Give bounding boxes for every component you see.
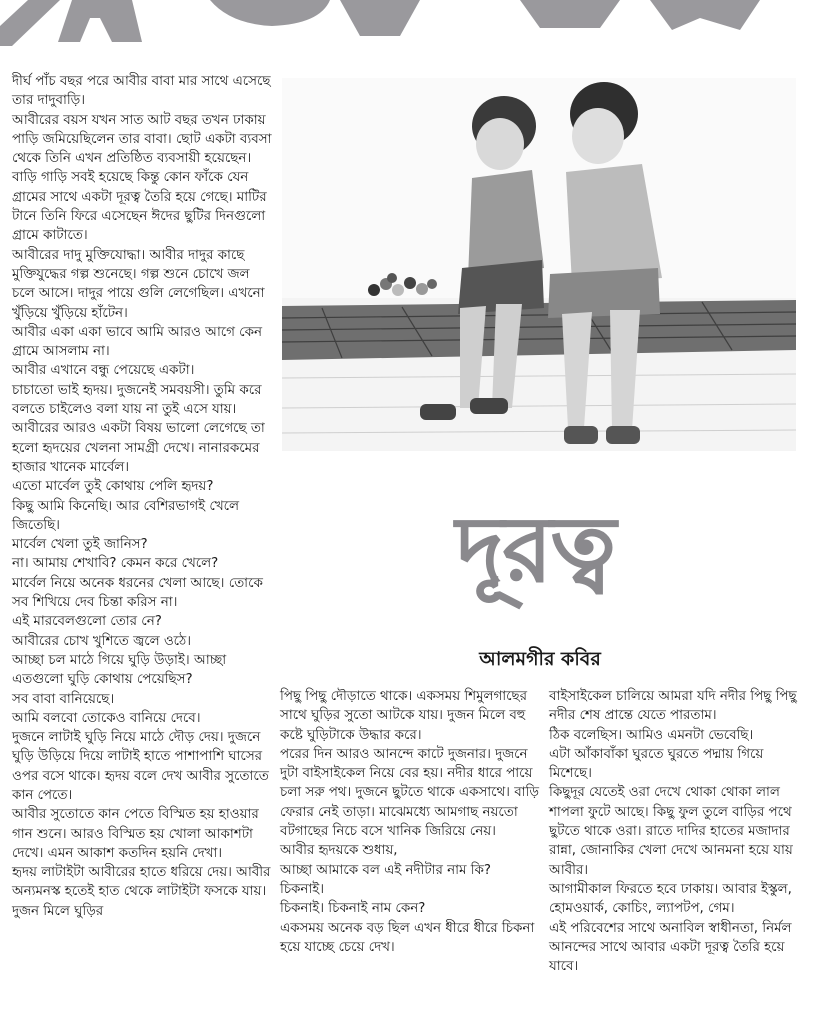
paragraph: সব বাবা বানিয়েছে। xyxy=(12,691,115,707)
author-name: আলমগীর কবির xyxy=(479,648,601,670)
masthead-fragment xyxy=(0,0,813,50)
paragraph: আচ্ছা আমাকে বল এই নদীটার নাম কি? xyxy=(280,862,492,878)
story-column-right xyxy=(549,687,807,976)
paragraph: আবীর হৃদয়কে শুধায়, xyxy=(280,843,398,859)
paragraph: চিকনাই। চিকনাই নাম কেন? xyxy=(280,901,426,917)
masthead-shape xyxy=(520,0,620,28)
paragraph: দীর্ঘ পাঁচ বছর পরে আবীর বাবা মার সাথে এসেছে তার দাদুবাড়ি। xyxy=(12,74,271,109)
masthead-shape xyxy=(650,0,760,30)
paragraph: এতো মার্বেল তুই কোথায় পেলি হৃদয়? xyxy=(12,479,214,495)
paragraph: এই মারবেলগুলো তোর নে? xyxy=(12,614,162,630)
paragraph: আগামীকাল ফিরতে হবে ঢাকায়। আবার ইস্কুল, হোমওয়ার্ক, কোচিং, ল্যাপটপ, গেম। xyxy=(549,881,792,917)
paragraph: আমি বলবো তোকেও বানিয়ে দেবে। xyxy=(12,710,201,726)
paragraph: মার্বেল নিয়ে অনেক ধরনের খেলা আছে। তোকে সব শিখিয়ে দেব চিন্তা করিস না। xyxy=(12,575,263,611)
masthead-shape xyxy=(0,0,60,46)
paragraph: আবীর সুতোতে কান পেতে বিস্মিত হয় হাওয়ার গান শুনে। আরও বিস্মিত হয় খোলা আকাশটা দেখে। এমন আকাশ কতদিন হয়নি দেখা। xyxy=(12,807,259,861)
paragraph: পরের দিন আরও আনন্দে কাটে দুজনার। দুজনে দুটা বাইসাইকেল নিয়ে বের হয়। নদীর ধারে পায়ে চলা সরু পথ। দুজনে ছুটতে থাকে একসাথে। বাড়ি ফেরার নেই তাড়া। মাঝেমধ্যে আমগাছ নয়তো বটগাছের নিচে বসে খানিক জিরিয়ে নেয়। xyxy=(280,746,539,840)
paragraph: দুজনে লাটাই ঘুড়ি নিয়ে মাঠে দৌড় দেয়। দুজনে ঘুড়ি উড়িয়ে দিয়ে লাটাই হাতে পাশাপাশি ঘাসের ওপর বসে থাকে। হৃদয় বলে দেখ আবীর সুতোতে কান পেতে। xyxy=(12,730,269,803)
paragraph: ঠিক বলেছিস। আমিও এমনটা ভেবেছি। xyxy=(549,727,754,743)
masthead-shape xyxy=(210,0,330,26)
paragraph: চাচাতো ভাই হৃদয়। দুজনেই সমবয়সী। তুমি করে বলতে চাইলেও বলা যায় না তুই এসে যায়। আবীরের আরও একটা বিষয় ভালো লেগেছে তা হলো হৃদয়ের খেলনা সামগ্রী দেখে। নানারকমের হাজার খানেক মার্বেল। xyxy=(12,382,265,475)
paragraph: আবীর এখানে বন্ধু পেয়েছে একটা। xyxy=(12,363,195,379)
paragraph: কিছুদূর যেতেই ওরা দেখে থোকা থোকা লাল শাপলা ফুটে আছে। কিছু ফুল তুলে বাড়ির পথে ছুটতে থাকে ওরা। রাতে দাদির হাতের মজাদার রান্না, জোনাকির খেলা দেখে আনমনা হয়ে যায় আবীর। xyxy=(549,785,793,878)
masthead-shape xyxy=(58,0,142,42)
paragraph: আবীরের চোখ খুশিতে জ্বলে ওঠে। xyxy=(12,633,192,649)
paragraph: আচ্ছা চল মাঠে গিয়ে ঘুড়ি উড়াই। আচ্ছা এতগুলো ঘুড়ি কোথায় পেয়েছিস? xyxy=(12,652,227,688)
paragraph: আবীরের বয়স যখন সাত আট বছর তখন ঢাকায় পাড়ি জমিয়েছিলেন তার বাবা। ছোট একটা ব্যবসা থেকে তিনি এখন প্রতিষ্ঠিত ব্যবসায়ী হয়েছেন। xyxy=(12,112,272,167)
paragraph: কিছু আমি কিনেছি। আর বেশিরভাগই খেলে জিতেছি। xyxy=(12,498,239,533)
story-illustration xyxy=(282,78,796,451)
story-title: দূরত্ব xyxy=(455,496,615,603)
paragraph: আবীর একা একা ভাবে আমি আরও আগে কেন গ্রামে আসলাম না। xyxy=(12,324,262,360)
story-column-middle xyxy=(280,687,542,957)
paragraph: হৃদয় লাটাইটা আবীরের হাতে ধরিয়ে দেয়। আবীর অন্যমনস্ক হতেই হাত থেকে লাটাইটা ফসকে যায়। দুজন মিলে ঘুড়ির xyxy=(12,865,271,919)
paragraph: বাইসাইকেল চালিয়ে আমরা যদি নদীর পিছু পিছু নদীর শেষ প্রান্তে যেতে পারতাম। xyxy=(549,689,797,724)
paragraph: এটা আঁকাবাঁকা ঘুরতে ঘুরতে পদ্মায় গিয়ে মিশেছে। xyxy=(549,746,764,782)
paragraph: না। আমায় শেখাবি? কেমন করে খেলে? xyxy=(12,556,219,572)
story-column-left xyxy=(12,72,274,921)
paragraph: আবীরের দাদু মুক্তিযোদ্ধা। আবীর দাদুর কাছে মুক্তিযুদ্ধের গল্প শুনেছে। গল্প শুনে চোখে জল চলে আসে। দাদুর পায়ে গুলি লেগেছিল। এখনো খুঁড়িয়ে খুঁড়িয়ে হাঁটেন। xyxy=(12,247,265,321)
paragraph: পিছু পিছু দৌড়াতে থাকে। একসময় শিমুলগাছের সাথে ঘুড়ির সুতো আটকে যায়। দুজন মিলে বহু কষ্টে ঘুড়িটাকে উদ্ধার করে। xyxy=(280,689,528,743)
paragraph: মার্বেল খেলা তুই জানিস? xyxy=(12,537,148,553)
paragraph: চিকনাই। xyxy=(280,881,325,897)
paragraph: একসময় অনেক বড় ছিল এখন ধীরে ধীরে চিকনা হয়ে যাচ্ছে চেয়ে দেখ। xyxy=(280,920,535,955)
paragraph: এই পরিবেশের সাথে অনাবিল স্বাধীনতা, নির্মল আনন্দের সাথে আবার একটা দূরত্ব তৈরি হয়ে যাবে। xyxy=(549,920,792,975)
paragraph: বাড়ি গাড়ি সবই হয়েছে কিন্তু কোন ফাঁকে যেন গ্রামের সাথে একটা দূরত্ব তৈরি হয়ে গেছে। মাটির টানে তিনি ফিরে এসেছেন ঈদের ছুটির দিনগুলো গ্রামে কাটাতে। xyxy=(12,170,267,244)
masthead-shape xyxy=(340,0,420,36)
